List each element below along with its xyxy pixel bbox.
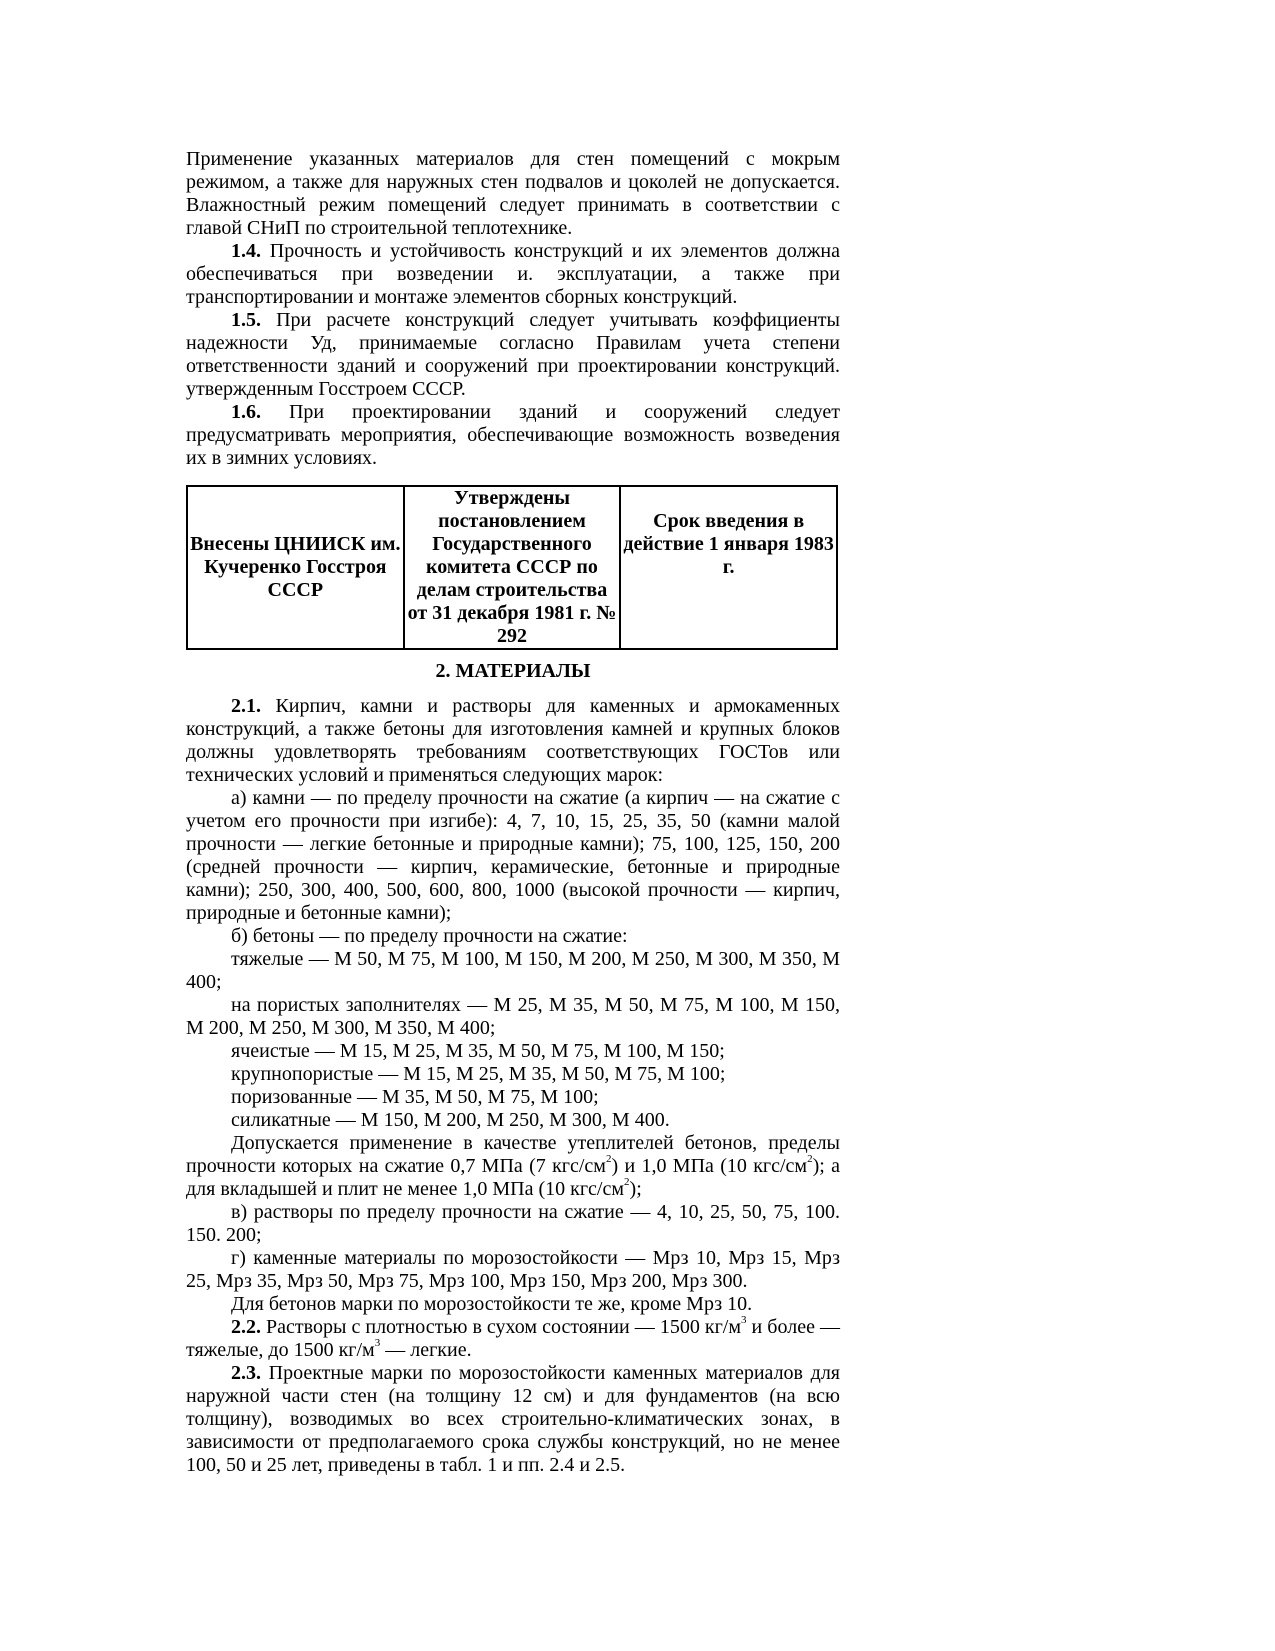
concrete-silicate: силикатные — М 150, М 200, М 250, М 300, М 400.	[231, 1109, 670, 1131]
intro-paragraph: Применение указанных материалов для стен помещений с мокрым режимом, а также для наружных стен подвалов и цоколей не допускается. Влажностный режим помещений следует принимать в соответствии с главой СНиП по строительной теплотехнике.	[186, 148, 840, 239]
clause-number: 1.6.	[231, 401, 261, 423]
clause-text: Проектные марки по морозостойкости каменных материалов для наружной части стен (на толщину 12 см) и для фундаментов (на всю толщину), возводимых во всех строительно-климатических зонах, в зависимости от предполагаемого срока службы конструкций, но не менее 100, 50 и 25 лет, приведены в табл. 1 и пп. 2.4 и 2.5.	[186, 1362, 840, 1476]
list-item-v: в) растворы по пределу прочности на сжатие — 4, 10, 25, 50, 75, 100. 150. 200;	[186, 1201, 840, 1246]
list-item-b: б) бетоны — по пределу прочности на сжатие:	[231, 925, 628, 947]
clause-1-5	[186, 309, 840, 401]
clause-number: 2.1.	[231, 695, 261, 717]
clause-text: При проектировании зданий и сооружений следует предусматривать мероприятия, обеспечивающие возможность возведения их в зимних условиях.	[186, 401, 840, 469]
insulation-paragraph: Допускается применение в качестве утеплителей бетонов, пределы прочности которых на сжатие 0,7 МПа (7 кгс/$см^2$) и 1,0 МПа (10 кгс/$см^2$); а для вкладышей и плит не менее 1,0 МПа (10 кгс/$см^2$);	[186, 1132, 841, 1200]
concrete-heavy: тяжелые — М 50, М 75, М 100, М 150, М 200, М 250, М 300, М 350, М 400;	[186, 948, 840, 993]
concrete-cellular: ячеистые — М 15, М 25, М 35, М 50, М 75, М 100, М 150;	[231, 1040, 725, 1062]
clause-2-1	[186, 695, 840, 787]
table-row	[187, 486, 837, 649]
list-item-a: а) камни — по пределу прочности на сжатие (а кирпич — на сжатие с учетом его прочности при изгибе): 4, 7, 10, 15, 25, 35, 50 (камни малой прочности — легкие бетонные и природные камни); 75, 100, 125, 150, 200 (средней прочности — кирпич, керамические, бетонные и природные камни); 250, 300, 400, 500, 600, 800, 1000 (высокой прочности — кирпич, природные и бетонные камни);	[186, 787, 840, 924]
approved-by-cell: Утверждены постановлением Государственного комитета СССР по делам строительства от 31 декабря 1981 г. № 292	[404, 486, 621, 649]
clause-number: 1.4.	[231, 240, 261, 262]
clause-1-6	[186, 401, 840, 470]
clause-text: Кирпич, камни и растворы для каменных и армокаменных конструкций, а также бетоны для изготовления камней и крупных блоков должны удовлетворять требованиям соответствующих ГОСТов или технических условий и применяться следующих марок:	[186, 695, 840, 786]
effective-date-cell: Срок введения в действие 1 января 1983 г.	[620, 486, 837, 649]
concrete-porized: поризованные — М 35, М 50, М 75, М 100;	[231, 1086, 599, 1108]
introduced-by-cell: Внесены ЦНИИСК им. Кучеренко Госстроя СССР	[187, 486, 404, 649]
clause-number: 2.2.	[231, 1316, 261, 1338]
clause-number: 1.5.	[231, 309, 261, 331]
clause-2-3	[186, 1362, 840, 1477]
section-heading: 2. МАТЕРИАЛЫ	[435, 660, 591, 682]
list-item-g: г) каменные материалы по морозостойкости — Мрз 10, Мрз 15, Мрз 25, Мрз 35, Мрз 50, Мрз 75, Мрз 100, Мрз 150, Мрз 200, Мрз 300.	[186, 1247, 840, 1292]
clause-text: Прочность и устойчивость конструкций и их элементов должна обеспечиваться при возведении и. эксплуатации, а также при транспортировании и монтаже элементов сборных конструкций.	[186, 240, 840, 308]
concrete-porous-aggregate: на пористых заполнителях — М 25, М 35, М 50, М 75, М 100, М 150, М 200, М 250, М 300, М 350, М 400;	[186, 994, 840, 1039]
approval-table	[186, 485, 838, 650]
clause-2-2: 2.2. Растворы с плотностью в сухом состоянии — 1500 $кг/м^3$ и более — тяжелые, до 1500 $кг/м^3$ — легкие.	[186, 1314, 840, 1361]
concrete-coarse-porous: крупнопористые — М 15, М 25, М 35, М 50, М 75, М 100;	[231, 1063, 726, 1085]
document-page	[186, 148, 840, 1477]
clause-text: При расчете конструкций следует учитывать коэффициенты надежности Уд, принимаемые согласно Правилам учета степени ответственности зданий и сооружений при проектировании конструкций. утвержденным Госстроем СССР.	[186, 309, 840, 400]
clause-number: 2.3.	[231, 1362, 261, 1384]
frost-concrete-note: Для бетонов марки по морозостойкости те же, кроме Мрз 10.	[231, 1293, 753, 1315]
clause-1-4	[186, 240, 840, 309]
